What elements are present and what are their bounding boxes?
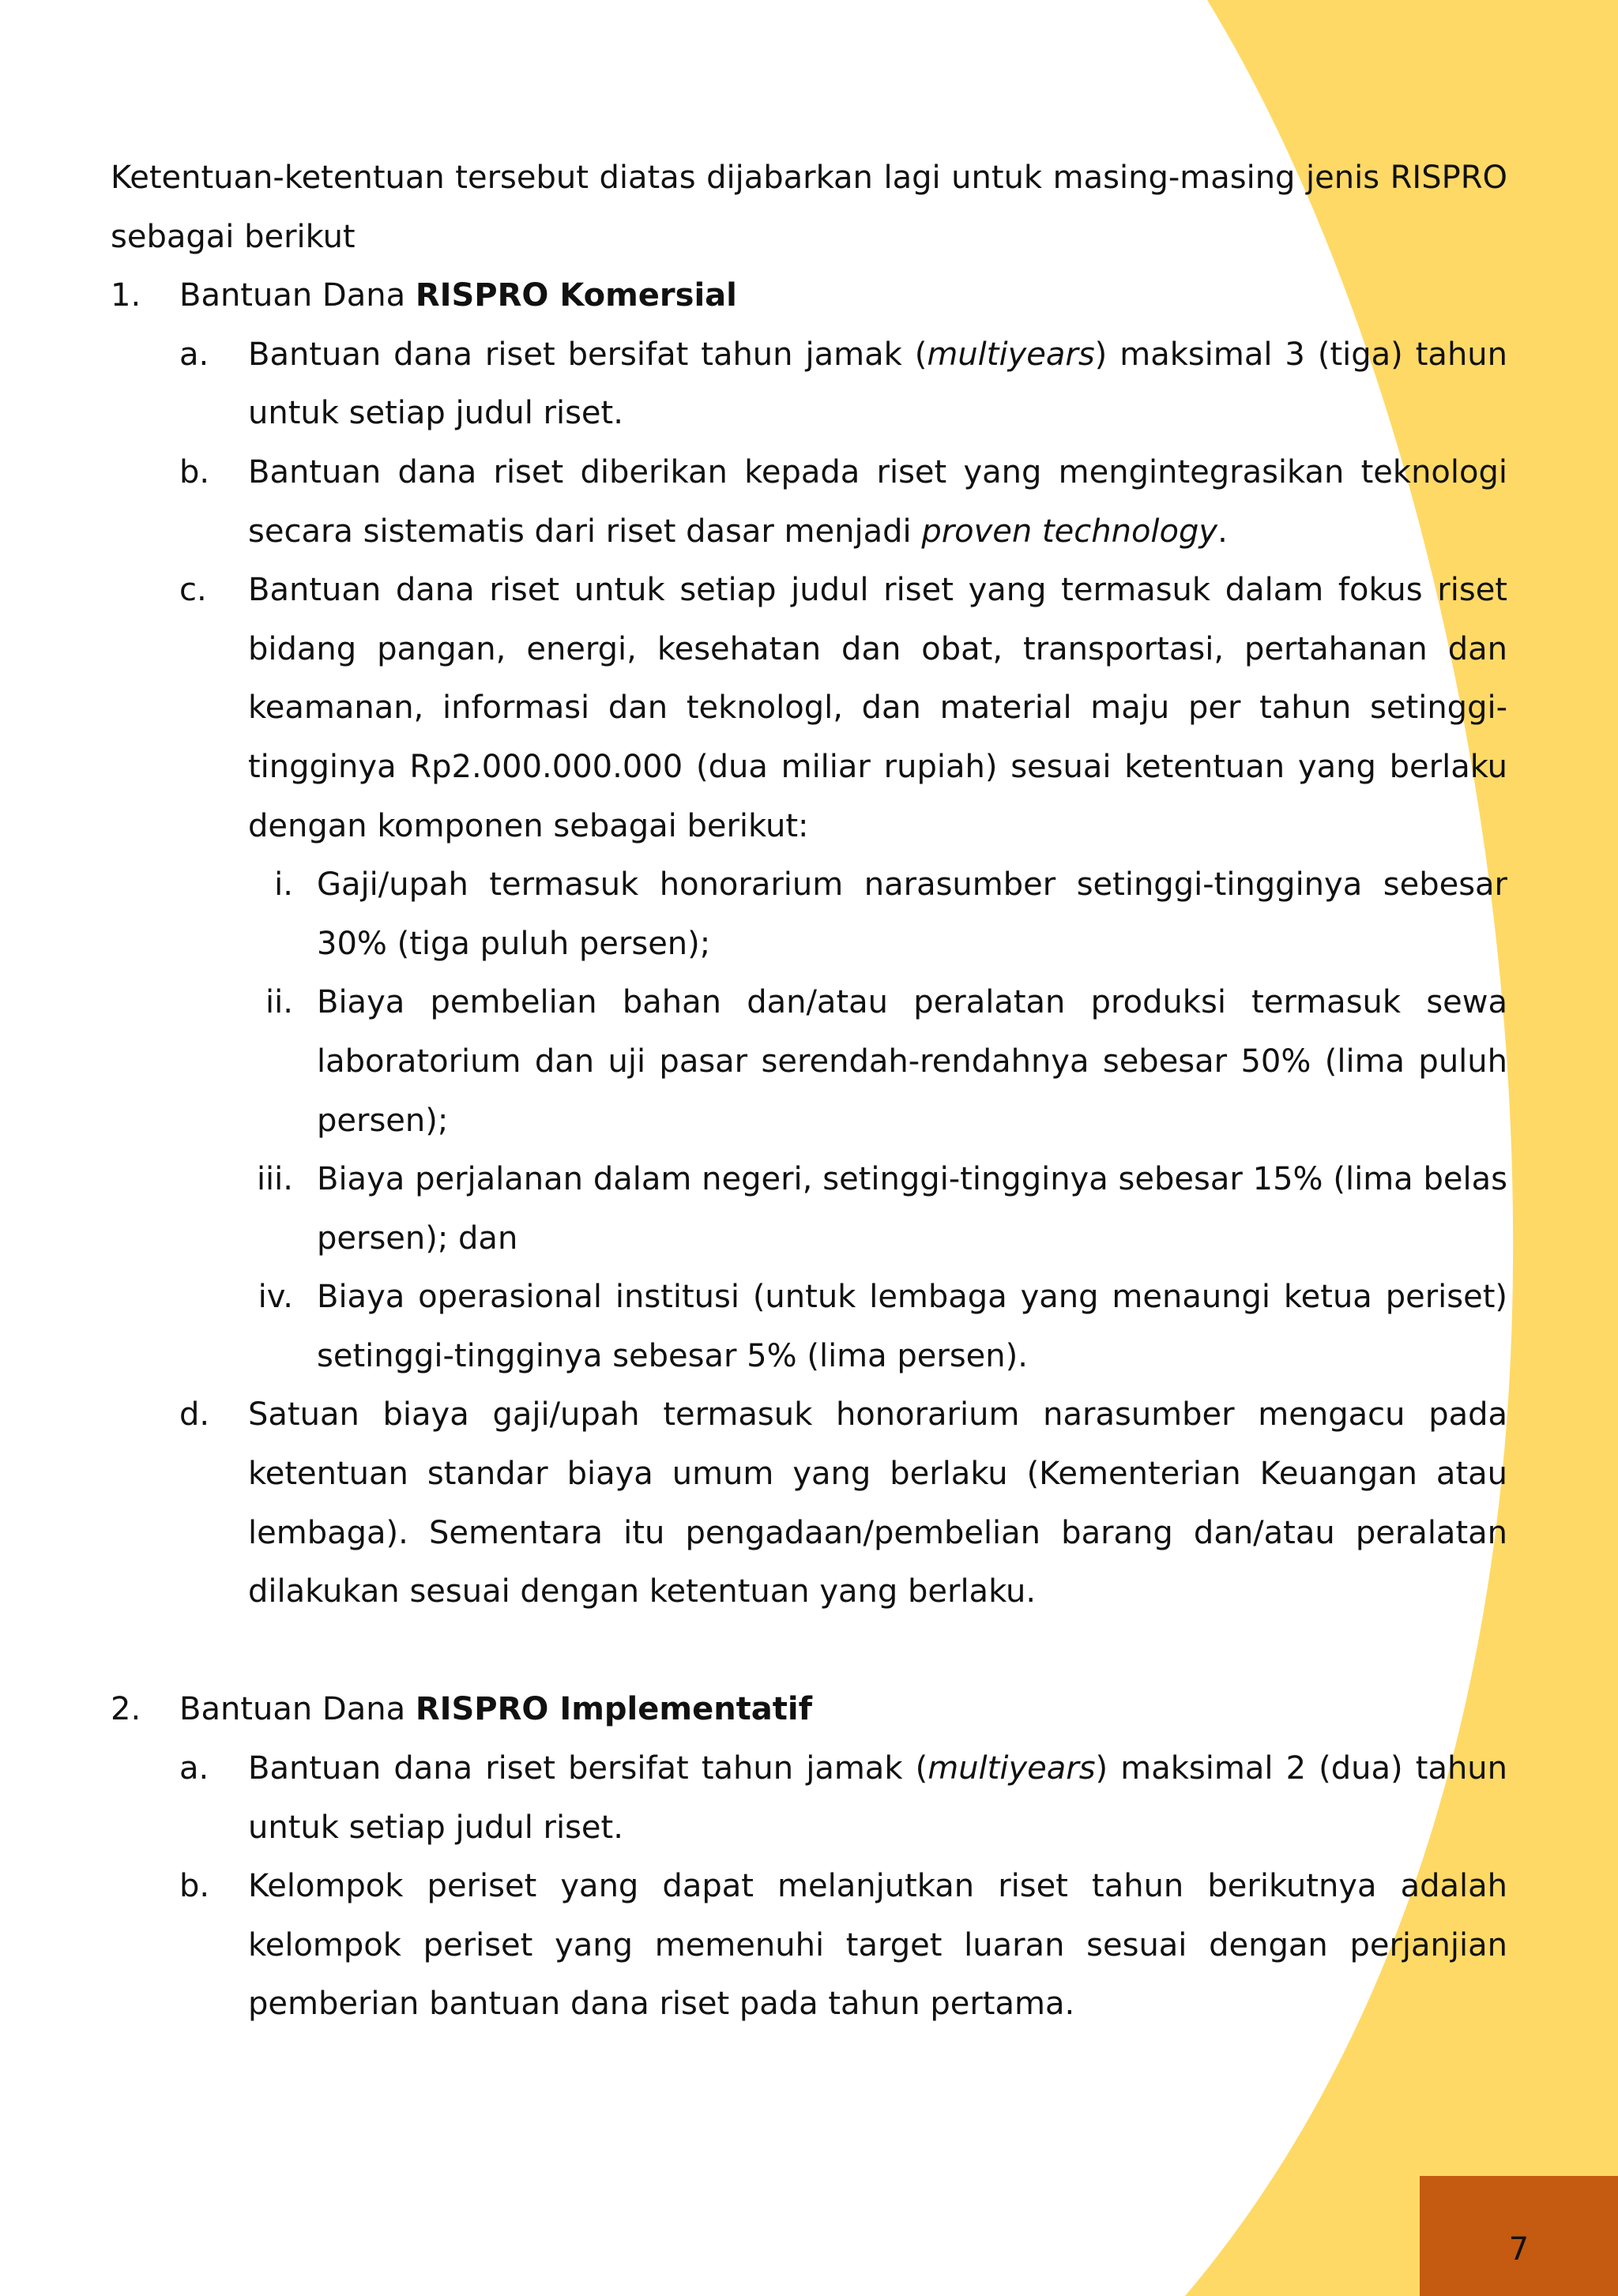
subitem-label: iii. — [256, 1161, 293, 1198]
item-label: b. — [179, 453, 210, 490]
section-1-item-b — [179, 443, 1507, 561]
subitem-text: Biaya perjalanan dalam negeri, setinggi-tingginya sebesar 15% (lima belas persen); dan — [317, 1161, 1507, 1257]
item-text — [248, 325, 1507, 443]
section-1-number: 1. — [111, 277, 141, 314]
section-1-item-a — [179, 325, 1507, 443]
subitem-label: iv. — [258, 1279, 293, 1316]
section-2-title — [179, 1680, 1507, 1739]
item-label: b. — [179, 1868, 210, 1905]
section-2-title-bold: RISPRO Implementatif — [415, 1691, 813, 1728]
item-text: Bantuan dana riset untuk setiap judul riset yang termasuk dalam fokus riset bidang pangan, energi, kesehatan dan obat, transportasi, pertahanan dan keamanan, informasi dan teknologl, dan material maju per tahun setinggi-tingginya Rp2.000.000.000 (dua miliar rupiah) sesuai ketentuan yang berlaku dengan komponen sebagai berikut: — [248, 572, 1507, 844]
item-label: a. — [179, 1750, 209, 1787]
section-2-item-b — [179, 1857, 1507, 2034]
page-number-box — [1420, 2176, 1618, 2296]
item-text-italic: multiyears — [928, 1750, 1096, 1787]
intro-paragraph: Ketentuan-ketentuan tersebut diatas dijabarkan lagi untuk masing-masing jenis RISPRO sebagai berikut — [111, 160, 1507, 255]
item-text-italic: multiyears — [927, 336, 1095, 373]
section-1-title-bold: RISPRO Komersial — [415, 277, 737, 314]
section-1-subitem-i — [248, 855, 1507, 973]
section-1-subitem-iv — [248, 1268, 1507, 1385]
section-1-heading — [111, 266, 1507, 325]
item-text-pre: Bantuan dana riset bersifat tahun jamak ( — [248, 336, 928, 373]
item-text: Satuan biaya gaji/upah termasuk honorarium narasumber mengacu pada ketentuan standar biaya umum yang berlaku (Kementerian Keuangan atau lembaga). Sementara itu pengadaan/pembelian barang dan/atau peralatan dilakukan sesuai dengan ketentuan yang berlaku. — [248, 1396, 1507, 1610]
section-1-title-prefix: Bantuan Dana — [179, 277, 416, 314]
subitem-text: Gaji/upah termasuk honorarium narasumber setinggi-tingginya sebesar 30% (tiga puluh persen); — [317, 866, 1507, 962]
document-body — [111, 148, 1507, 2034]
item-label: d. — [179, 1396, 210, 1434]
item-text-pre: Bantuan dana riset bersifat tahun jamak ( — [248, 1750, 928, 1787]
section-2-item-a — [179, 1739, 1507, 1857]
section-1-title — [179, 266, 1507, 325]
item-text — [248, 1739, 1507, 1857]
item-text-pre: Bantuan dana riset diberikan kepada riset yang mengintegrasikan teknologi secara sistematis dari riset dasar menjadi — [248, 453, 1507, 550]
section-2-heading — [111, 1680, 1507, 1739]
item-text: Kelompok periset yang dapat melanjutkan riset tahun berikutnya adalah kelompok periset yang memenuhi target luaran sesuai dengan perjanjian pemberian bantuan dana riset pada tahun pertama. — [248, 1868, 1507, 2023]
section-1-subitem-iii — [248, 1150, 1507, 1268]
item-text-italic: proven technology — [921, 513, 1218, 550]
section-1-item-c — [179, 561, 1507, 855]
section-2-title-prefix: Bantuan Dana — [179, 1691, 416, 1728]
item-text — [248, 443, 1507, 561]
subitem-label: ii. — [265, 984, 293, 1021]
section-1-item-d — [179, 1385, 1507, 1621]
item-text-post: ) maksimal 3 (tiga) tahun untuk setiap judul riset. — [248, 336, 1507, 432]
section-spacer — [111, 1621, 1507, 1681]
subitem-text: Biaya pembelian bahan dan/atau peralatan produksi termasuk sewa laboratorium dan uji pasar serendah-rendahnya sebesar 50% (lima puluh persen); — [317, 984, 1507, 1139]
item-text-post: ) maksimal 2 (dua) tahun untuk setiap judul riset. — [248, 1750, 1508, 1846]
item-label: c. — [179, 572, 207, 609]
item-text-post: . — [1217, 513, 1228, 550]
item-label: a. — [179, 336, 209, 373]
page-number: 7 — [1508, 2231, 1530, 2268]
section-1-subitem-ii — [248, 973, 1507, 1150]
section-2-number: 2. — [111, 1691, 141, 1728]
subitem-label: i. — [274, 866, 293, 904]
subitem-text: Biaya operasional institusi (untuk lembaga yang menaungi ketua periset) setinggi-tingginya sebesar 5% (lima persen). — [317, 1279, 1507, 1374]
